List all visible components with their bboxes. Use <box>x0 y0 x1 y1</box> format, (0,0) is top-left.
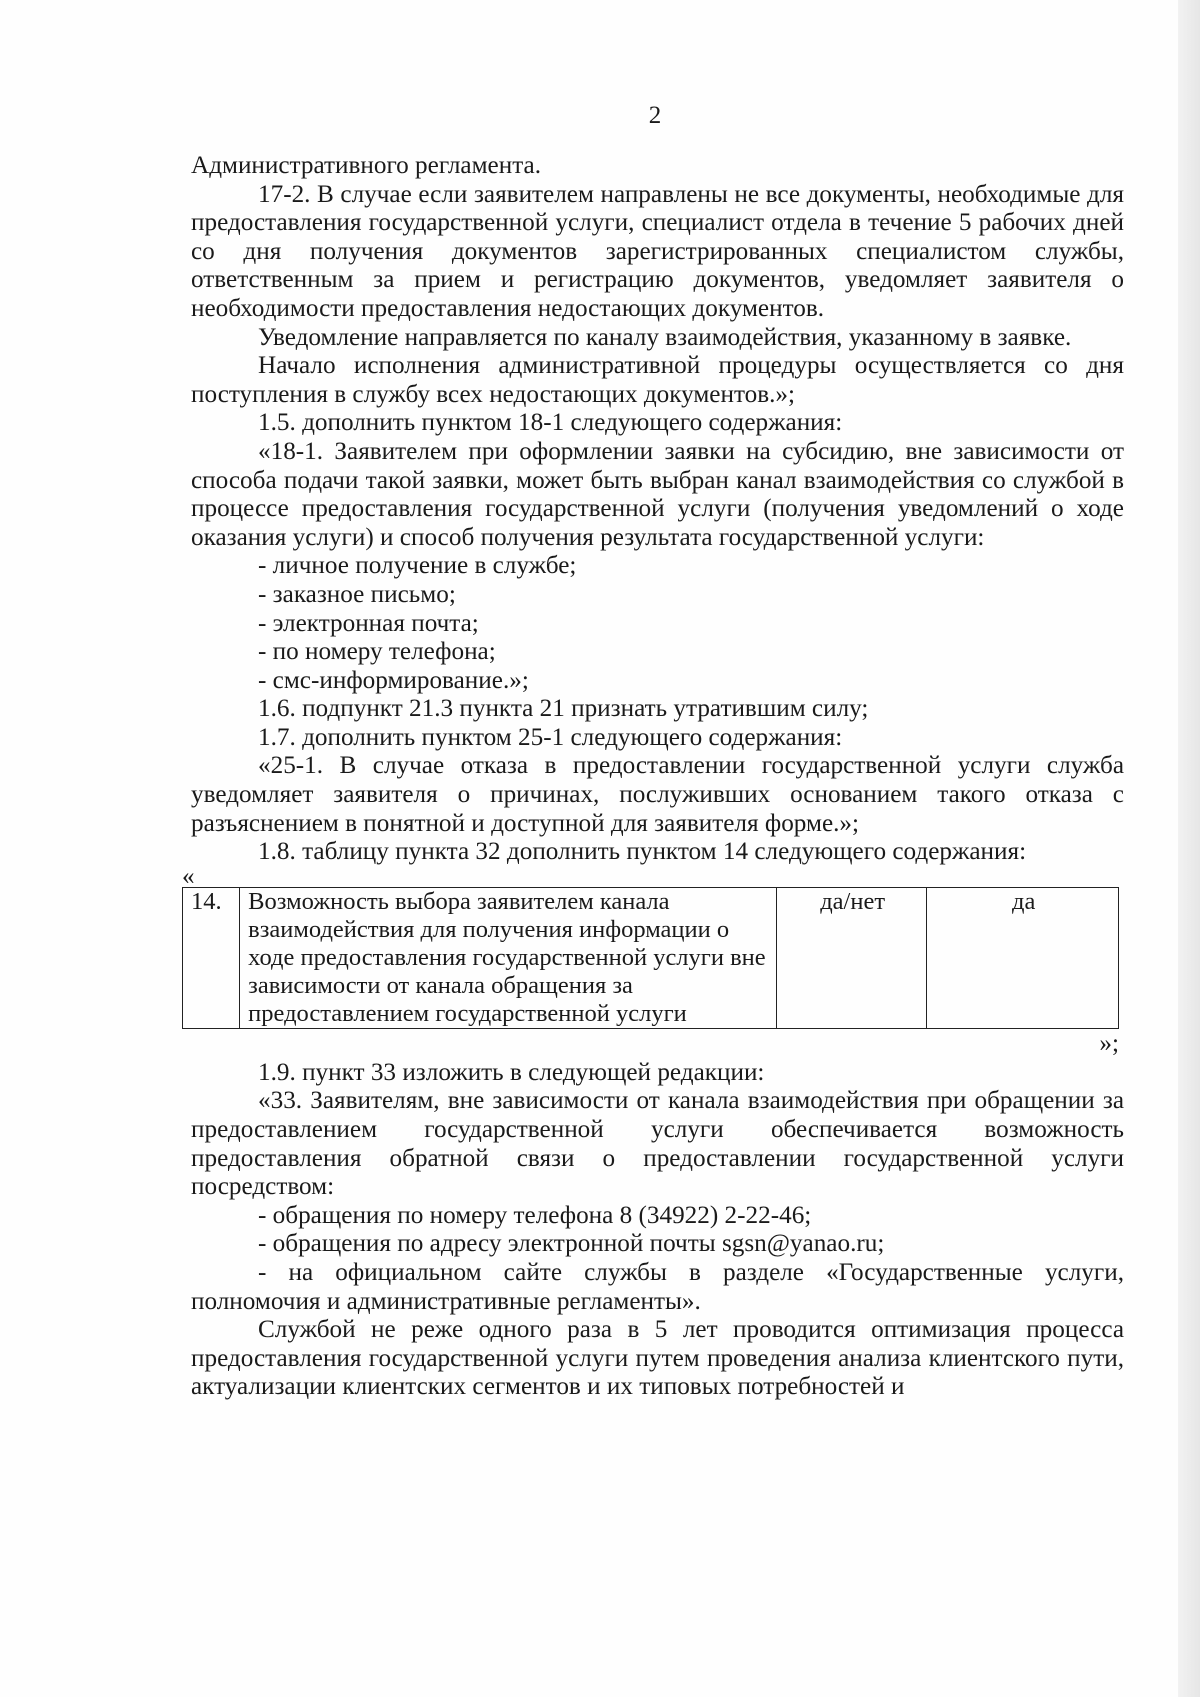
table-cell-number: 14. <box>183 887 240 1028</box>
paragraph-1-7: 1.7. дополнить пунктом 25-1 следующего содержания: <box>258 723 843 751</box>
paragraph-procedure-start: Начало исполнения административной процедуры осуществляется со дня поступления в службу всех недостающих документов.»; <box>191 352 1124 408</box>
table-cell-description: Возможность выбора заявителем канала взаимодействия для получения информации о ходе предоставления государственной услуги вне зависимости от канала обращения за предоставлением государственной услуги <box>240 887 777 1028</box>
paragraph-1-8: 1.8. таблицу пункта 32 дополнить пунктом 14 следующего содержания: <box>258 838 1027 866</box>
table-close-quote: »; <box>1099 1029 1119 1057</box>
paragraph-1-6: 1.6. подпункт 21.3 пункта 21 признать утратившим силу; <box>258 695 869 723</box>
list-item: - электронная почта; <box>258 609 479 637</box>
list-item: - личное получение в службе; <box>258 552 577 580</box>
paragraph-33: «33. Заявителям, вне зависимости от канала взаимодействия при обращении за предоставлением государственной услуги обеспечивается возможность предоставления обратной связи о предоставлении государственной услуги посредством: <box>191 1087 1124 1201</box>
table-row <box>183 887 1119 1028</box>
amendment-table <box>182 887 1119 1029</box>
list-item-email: - обращения по адресу электронной почты sgsn@yanao.ru; <box>258 1230 885 1258</box>
paragraph-continuation: Административного регламента. <box>191 152 542 179</box>
paragraph-1-9: 1.9. пункт 33 изложить в следующей редакции: <box>258 1058 765 1086</box>
table-cell-unit: да/нет <box>776 887 926 1028</box>
table-open-quote: « <box>182 862 195 890</box>
table-block <box>182 862 1119 1059</box>
paragraph-25-1: «25-1. В случае отказа в предоставлении государственной услуги служба уведомляет заявителя о причинах, послуживших основанием такого отказа с разъяснением в понятной и доступной для заявителя форме.»; <box>191 752 1124 837</box>
page-edge-shadow <box>1178 0 1200 1697</box>
paragraph-1-5: 1.5. дополнить пунктом 18-1 следующего содержания: <box>258 409 843 437</box>
list-item: - смс-информирование.»; <box>258 666 529 694</box>
list-item: - по номеру телефона; <box>258 638 496 666</box>
paragraph-notification: Уведомление направляется по каналу взаимодействия, указанному в заявке. <box>258 323 1072 351</box>
table-cell-value: да <box>927 887 1119 1028</box>
page-number: 2 <box>648 102 662 129</box>
paragraph-18-1: «18-1. Заявителем при оформлении заявки на субсидию, вне зависимости от способа подачи такой заявки, может быть выбран канал взаимодействия со службой в процессе предоставления государственной услуги (получения уведомлений о ходе оказания услуги) и способ получения результата государственной услуги: <box>191 437 1124 551</box>
document-body <box>182 152 1124 1402</box>
list-item: - заказное письмо; <box>258 580 456 608</box>
paragraph-optimization: Службой не реже одного раза в 5 лет проводится оптимизация процесса предоставления государственной услуги путем проведения анализа клиентского пути, актуализации клиентских сегментов и их типовых потребностей и <box>191 1316 1124 1401</box>
paragraph-17-2: 17-2. В случае если заявителем направлены не все документы, необходимые для предоставления государственной услуги, специалист отдела в течение 5 рабочих дней со дня получения документов зарегистрированных специалистом службы, ответственным за прием и регистрацию документов, уведомляет заявителя о необходимости предоставления недостающих документов. <box>191 180 1124 322</box>
paragraph-official-site: - на официальном сайте службы в разделе «Государственные услуги, полномочия и административные регламенты». <box>191 1259 1124 1315</box>
list-item-phone: - обращения по номеру телефона 8 (34922) 2-22-46; <box>258 1201 812 1229</box>
